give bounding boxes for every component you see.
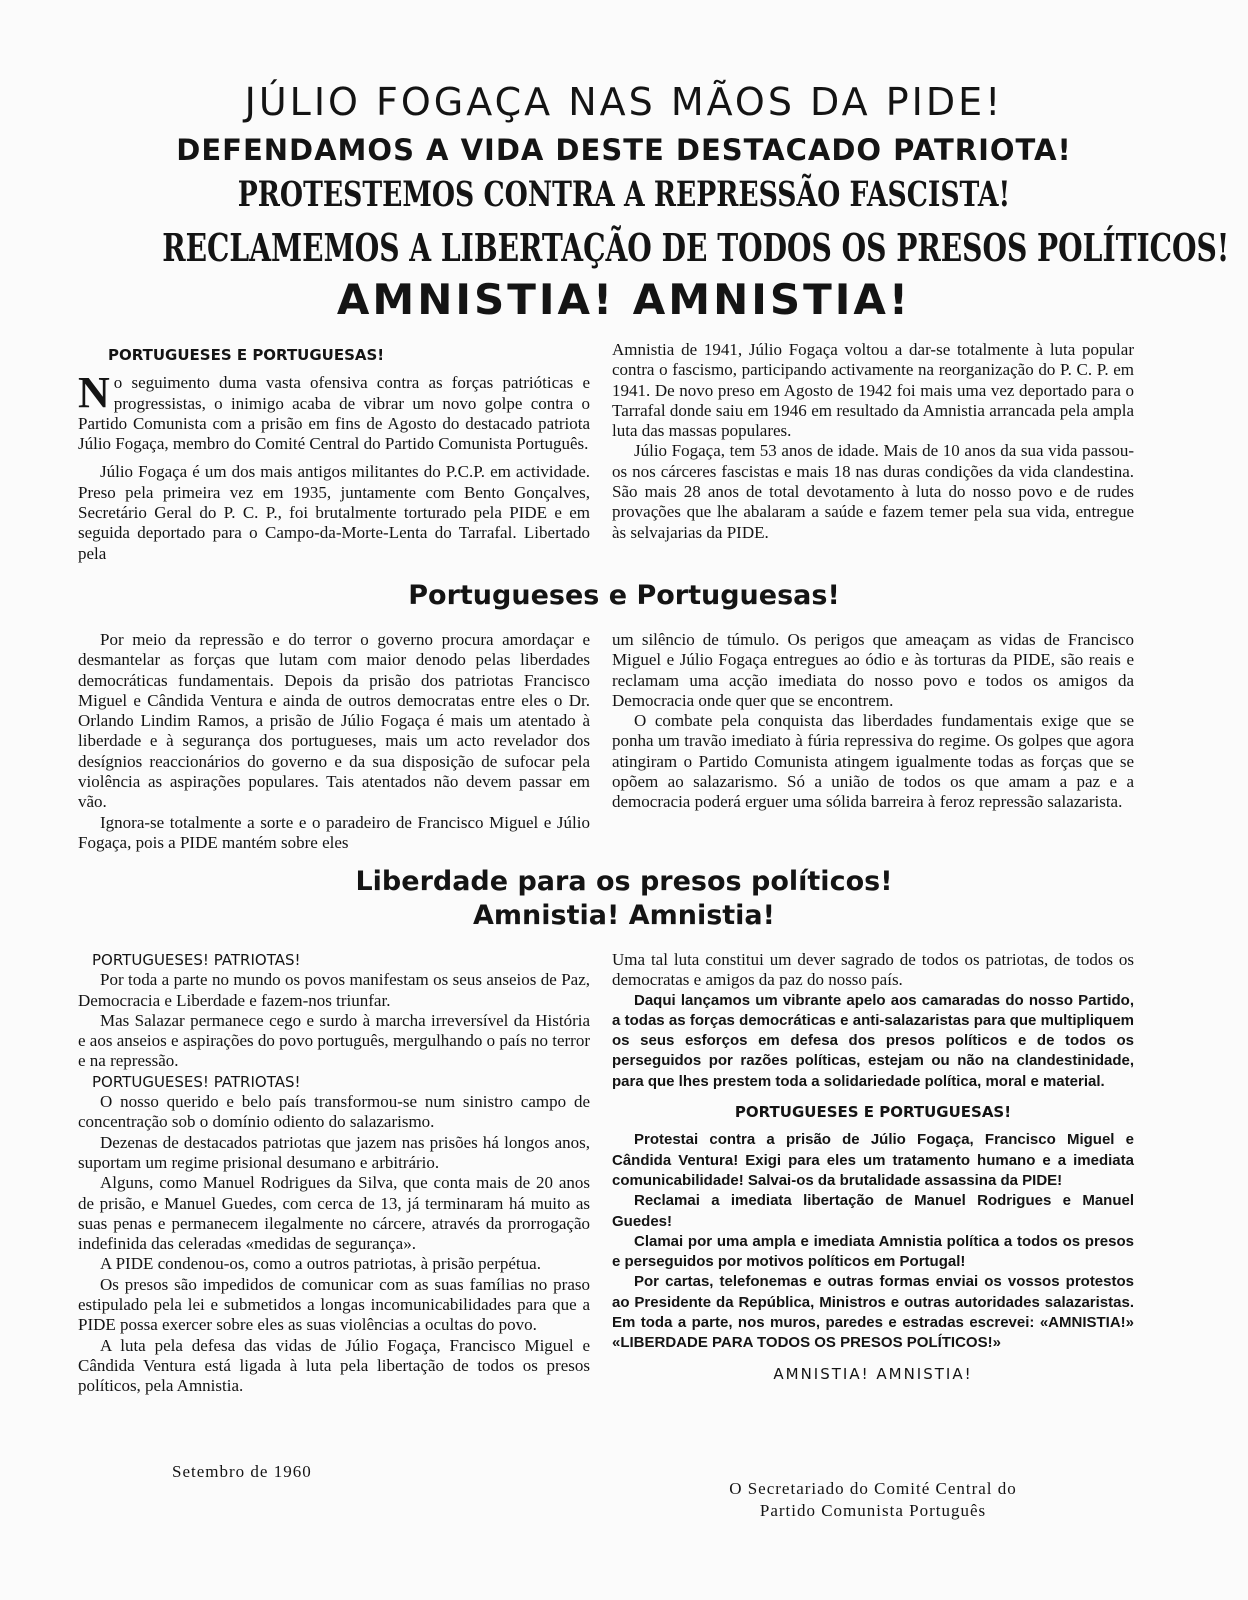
block3-subheading-1: PORTUGUESES! PATRIOTAS! — [92, 951, 301, 969]
block2-heading: Portugueses e Portuguesas! — [408, 580, 840, 611]
block1-paragraph-4: Júlio Fogaça, tem 53 anos de idade. Mais de 10 anos da sua vida passou-os nos cárceres fascistas e mais 18 nas duras condições da vida clandestina. São mais 28 anos de total devotamento à luta do nosso povo e de rudes provações que lhe abalaram a saúde e fazem temer pela sua vida, entregue às selvajarias da PIDE. — [612, 441, 1134, 542]
block3-right-paragraph-2: Daqui lançamos um vibrante apelo aos camaradas do nosso Partido, a todas as forças democráticas e anti-salazaristas para que multipliquem os seus esforços em defesa dos presos políticos e de todos os perseguidos por razões políticas, estejam ou não na clandestinidade, para que lhes prestem toda a solidariedade política, moral e material. — [612, 991, 1134, 1090]
headline-5: AMNISTIA! AMNISTIA! — [336, 275, 912, 324]
block3-right-paragraph-1: Uma tal luta constitui um dever sagrado de todos os patriotas, de todos os democratas e amigos da paz do nosso país. — [612, 950, 1134, 990]
block3-paragraph-8: A luta pela defesa das vidas de Júlio Fogaça, Francisco Miguel e Cândida Ventura está ligada à luta pela libertação de todos os presos políticos, pela Amnistia. — [78, 1335, 590, 1396]
block3-right-subheading: PORTUGUESES E PORTUGUESAS! — [734, 1103, 1012, 1122]
headline-2: DEFENDAMOS A VIDA DESTE DESTACADO PATRIOTA! — [176, 133, 1072, 167]
block3-paragraph-3: O nosso querido e belo país transformou-se num sinistro campo de concentração sob o domínio odiento do salazarismo. — [78, 1092, 590, 1132]
block3-left-column — [78, 950, 590, 1397]
block3-paragraph-5: Alguns, como Manuel Rodrigues da Silva, que conta mais de 20 anos de prisão, e Manuel Guedes, com cerca de 13, já terminaram há muito as suas penas e permanecem ilegalmente no cárcere, através da prorrogação indefinida das celeradas «medidas de segurança». — [78, 1173, 590, 1254]
block1-paragraph-3: Amnistia de 1941, Júlio Fogaça voltou a dar-se totalmente à luta popular contra o fascismo, participando activamente na reorganização do P. C. P. em 1941. De novo preso em Agosto de 1942 foi mais uma vez deportado para o Tarrafal donde saiu em 1946 em resultado da Amnistia arrancada pela ampla luta das massas populares. — [612, 340, 1134, 441]
block2-paragraph-1: Por meio da repressão e do terror o governo procura amordaçar e desmantelar as forças que lutam com maior denodo pelas liberdades democráticas fundamentais. Depois da prisão dos patriotas Francisco Miguel e Cândida Ventura e ainda de outros democratas entre eles o Dr. Orlando Lindim Ramos, a prisão de Júlio Fogaça é mais um atentado à liberdade e à segurança dos portugueses, mais um acto revelador dos desígnios reaccionários do governo e da sua disposição de sufocar pela violência as aspirações populares. Tais atentados não devem passar em vão. — [78, 630, 590, 812]
block2-left-column — [78, 630, 590, 853]
block3-heading-1: Liberdade para os presos políticos! — [355, 866, 893, 897]
date: Setembro de 1960 — [172, 1462, 312, 1481]
block1-subheading: PORTUGUESES E PORTUGUESAS! — [108, 346, 385, 364]
block3-right-paragraph-3: Protestai contra a prisão de Júlio Fogaça, Francisco Miguel e Cândida Ventura! Exigi para eles um tratamento humano e a imediata comunicabilidade! Salvai-os da brutalidade assassina da PIDE! — [612, 1131, 1134, 1189]
block3-paragraph-2: Mas Salazar permanece cego e surdo à marcha irreversível da História e aos anseios e aspirações do povo português, mergulhando o país no terror e na repressão. — [78, 1010, 590, 1071]
block1-left-column — [78, 345, 590, 564]
signature-line-2: Partido Comunista Português — [759, 1501, 987, 1520]
block3-paragraph-7: Os presos são impedidos de comunicar com as suas famílias no praso estipulado pela lei e submetidos a longas incomunicabilidades para que a PIDE possa exercer sobre eles as suas violências a ocultas do povo. — [78, 1274, 590, 1335]
block1-right-column — [612, 340, 1134, 543]
block2-paragraph-4: O combate pela conquista das liberdades fundamentais exige que se ponha um travão imediato à fúria repressiva do regime. Os golpes que agora atingiram o Partido Comunista atingem igualmente todas as forças que se opõem ao salazarismo. Só a união de todos os que amam a paz e a democracia poderá erguer uma sólida barreira à feroz repressão salazarista. — [612, 711, 1134, 812]
block3-paragraph-6: A PIDE condenou-os, como a outros patriotas, à prisão perpétua. — [100, 1254, 541, 1274]
signature-line-1: O Secretariado do Comité Central do — [729, 1479, 1017, 1498]
block3-heading-2: Amnistia! Amnistia! — [473, 900, 775, 931]
headline-3: PROTESTEMOS CONTRA A REPRESSÃO FASCISTA! — [237, 174, 1011, 215]
block3-right-paragraph-5: Clamai por uma ampla e imediata Amnistia política a todos os presos e perseguidos por motivos políticos em Portugal! — [612, 1232, 1134, 1271]
block3-right-paragraph-6: Por cartas, telefonemas e outras formas enviai os vossos protestos ao Presidente da República, Ministros e outras autoridades salazaristas. Em toda a parte, nos muros, paredes e estradas escrevei: «AMNISTIA!» «LIBERDADE PARA TODOS OS PRESOS POLÍTICOS!» — [612, 1273, 1134, 1352]
signature — [612, 1478, 1134, 1522]
block2-paragraph-3: um silêncio de túmulo. Os perigos que ameaçam as vidas de Francisco Miguel e Júlio Fogaça entregues ao ódio e às torturas da PIDE, são reais e reclamam uma acção imediata do nosso povo e todos os amigos da Democracia onde quer que se encontrem. — [612, 630, 1134, 710]
amnistia-closing: AMNISTIA! AMNISTIA! — [773, 1364, 973, 1383]
block1-paragraph-2: Júlio Fogaça é um dos mais antigos militantes do P.C.P. em actividade. Preso pela primeira vez em 1935, juntamente com Bento Gonçalves, Secretário Geral do P. C. P., foi brutalmente torturado pela PIDE e em seguida deportado para o Campo-da-Morte-Lenta do Tarrafal. Libertado pela — [78, 462, 590, 563]
block3-subheading-2: PORTUGUESES! PATRIOTAS! — [92, 1072, 301, 1091]
headline-4: RECLAMEMOS A LIBERTAÇÃO DE TODOS OS PRESOS POLÍTICOS! — [162, 225, 1230, 270]
block1-paragraph-1 — [78, 368, 590, 454]
block2-paragraph-2: Ignora-se totalmente a sorte e o paradeiro de Francisco Miguel e Júlio Fogaça, pois a PIDE mantém sobre eles — [78, 812, 590, 852]
block3-paragraph-1: Por toda a parte no mundo os povos manifestam os seus anseios de Paz, Democracia e Liberdade e fazem-nos triunfar. — [78, 970, 590, 1010]
block3-paragraph-4: Dezenas de destacados patriotas que jazem nas prisões há longos anos, suportam um regime prisional desumano e arbitrário. — [78, 1132, 590, 1172]
drop-cap: N — [78, 368, 110, 418]
block1-paragraph-1-text: o seguimento duma vasta ofensiva contra as forças patrióticas e progressistas, o inimigo acaba de vibrar um novo golpe contra o Partido Comunista com a prisão em fins de Agosto do destacado patriota Júlio Fogaça, membro do Comité Central do Partido Comunista Português. — [78, 373, 590, 454]
block3-right-column — [612, 950, 1134, 1384]
block3-right-paragraph-4: Reclamai a imediata libertação de Manuel Rodrigues e Manuel Guedes! — [612, 1192, 1134, 1230]
headline-1: JÚLIO FOGAÇA NAS MÃOS DA PIDE! — [244, 80, 1004, 124]
block2-right-column — [612, 630, 1134, 813]
